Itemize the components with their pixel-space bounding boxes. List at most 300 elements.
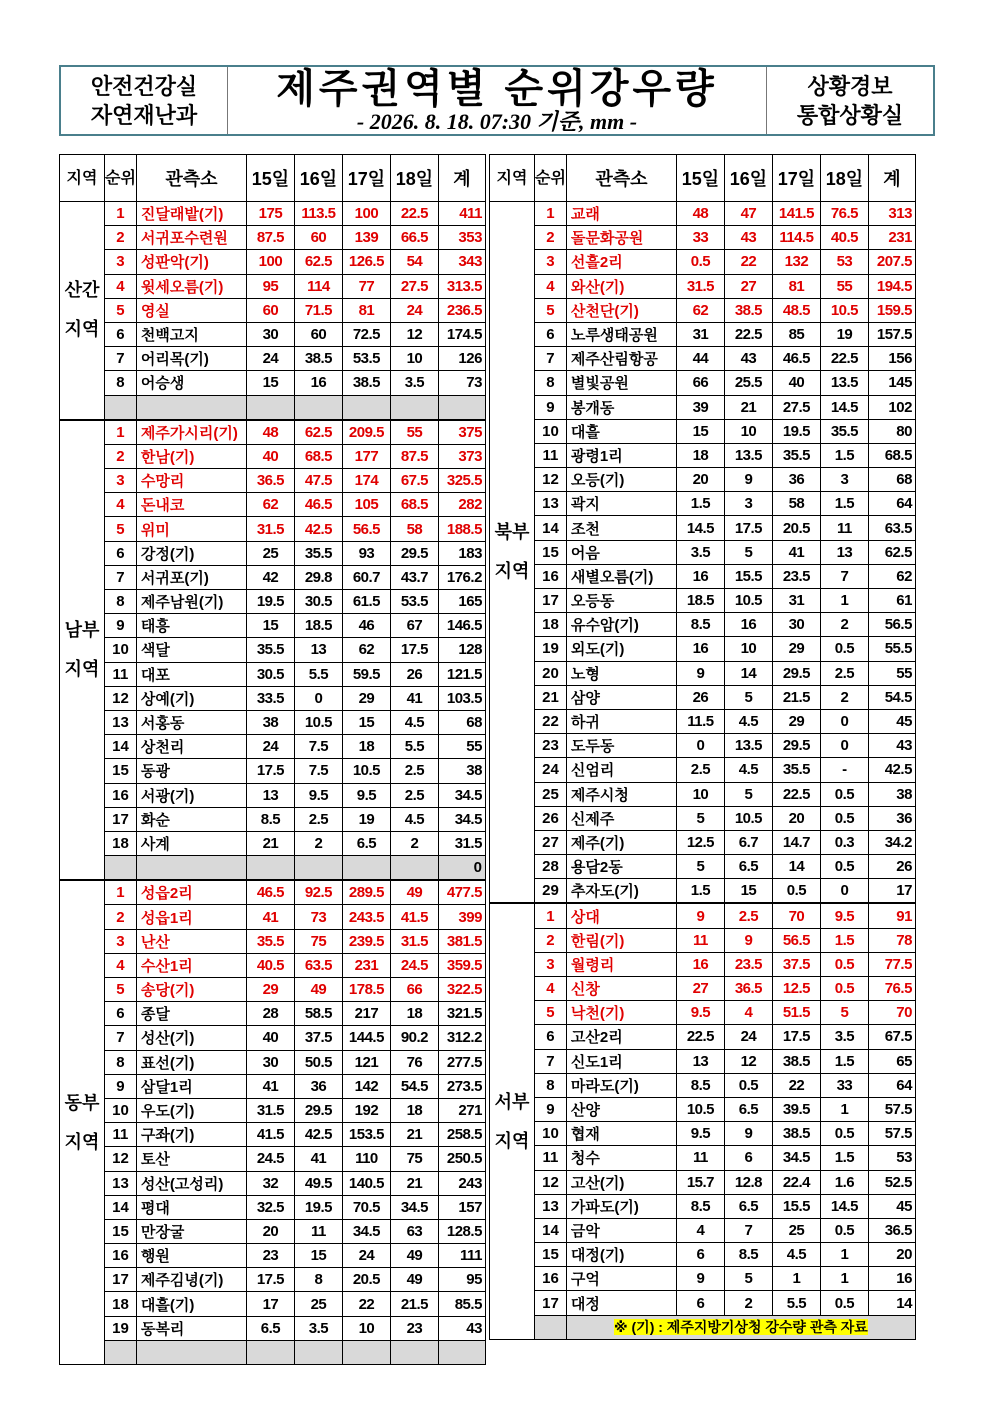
table-row [490, 371, 916, 395]
table-row [60, 807, 486, 831]
station-name: 월령리 [566, 952, 676, 976]
station-name: 가파도(기) [566, 1194, 676, 1218]
station-name: 대정 [566, 1291, 676, 1315]
table-row [60, 1098, 486, 1122]
day18-value: 54 [390, 250, 438, 274]
table-row [60, 978, 486, 1002]
rank-cell: 1 [535, 903, 567, 928]
station-name: 영실 [136, 298, 246, 322]
day18-value: 2.5 [820, 661, 868, 685]
day17-value: 46.5 [772, 347, 820, 371]
station-name: 곽지 [566, 492, 676, 516]
total-value: 38 [438, 759, 485, 783]
day17-value: 77 [342, 274, 390, 298]
station-name: 성산(기) [136, 1026, 246, 1050]
day15-value: 9 [676, 903, 724, 928]
day18-value: 0.3 [820, 830, 868, 854]
station-name: 신도1리 [566, 1049, 676, 1073]
day16-value: 9.5 [294, 783, 342, 807]
blank-cell [294, 856, 342, 881]
table-row [490, 1146, 916, 1170]
day17-value: 100 [342, 202, 390, 226]
blank-cell [342, 395, 390, 420]
total-value: 103.5 [438, 686, 485, 710]
day16-value: 10 [724, 637, 772, 661]
blank-cell [294, 1340, 342, 1364]
total-value: 36 [868, 806, 915, 830]
rank-cell: 17 [105, 807, 137, 831]
total-value: 250.5 [438, 1147, 485, 1171]
rank-cell: 2 [105, 444, 137, 468]
day18-value: 18 [390, 1002, 438, 1026]
station-name: 조천 [566, 516, 676, 540]
station-name: 제주(기) [566, 830, 676, 854]
day15-value: 41 [246, 1074, 294, 1098]
day17-value: 29.5 [772, 734, 820, 758]
day17-value: 17.5 [772, 1025, 820, 1049]
rank-cell: 29 [535, 879, 567, 904]
table-row [60, 831, 486, 855]
day18-value: 12 [390, 322, 438, 346]
day16-value: 10 [724, 419, 772, 443]
rank-cell: 16 [535, 564, 567, 588]
day15-value: 32 [246, 1171, 294, 1195]
day18-value: 1.5 [820, 492, 868, 516]
day16-value: 7.5 [294, 759, 342, 783]
day17-value: 70.5 [342, 1195, 390, 1219]
day18-value: 1.6 [820, 1170, 868, 1194]
day16-value: 11 [294, 1219, 342, 1243]
day18-value: 0 [820, 709, 868, 733]
total-value: 273.5 [438, 1074, 485, 1098]
day17-value: 56.5 [772, 928, 820, 952]
station-name: 대포 [136, 662, 246, 686]
day15-value: 5 [676, 855, 724, 879]
day18-value: 33 [820, 1073, 868, 1097]
day15-value: 60 [246, 298, 294, 322]
day15-value: 44 [676, 347, 724, 371]
station-name: 돌문화공원 [566, 226, 676, 250]
day17-value: 35.5 [772, 443, 820, 467]
station-name: 태흥 [136, 614, 246, 638]
day16-value: 75 [294, 929, 342, 953]
total-value: 194.5 [868, 274, 915, 298]
table-row [490, 1218, 916, 1242]
day15-value: 42 [246, 565, 294, 589]
station-name: 와산(기) [566, 274, 676, 298]
day17-value: 36 [772, 468, 820, 492]
day15-value: 46.5 [246, 880, 294, 905]
day15-value: 48 [246, 420, 294, 445]
table-row [60, 298, 486, 322]
blank-cell [342, 1340, 390, 1364]
rank-cell: 5 [535, 1001, 567, 1025]
day18-value: 21.5 [390, 1292, 438, 1316]
day17-value: 22.4 [772, 1170, 820, 1194]
day16-value: 49 [294, 978, 342, 1002]
total-value: 146.5 [438, 614, 485, 638]
day17-value: 29 [772, 637, 820, 661]
day17-value: 177 [342, 444, 390, 468]
day18-value: 67.5 [390, 469, 438, 493]
total-value: 353 [438, 226, 485, 250]
blank-row [60, 1340, 486, 1364]
day17-value: 178.5 [342, 978, 390, 1002]
day17-value: 70 [772, 903, 820, 928]
rank-cell: 5 [105, 517, 137, 541]
station-name: 고산(기) [566, 1170, 676, 1194]
day18-value: 43.7 [390, 565, 438, 589]
day16-value: 5 [724, 540, 772, 564]
day17-value: 10 [342, 1316, 390, 1340]
total-value: 231 [868, 226, 915, 250]
day16-value: 29.5 [294, 1098, 342, 1122]
dept-line-2: 자연재난과 [90, 102, 198, 128]
day16-value: 8 [294, 1268, 342, 1292]
header-row [60, 155, 486, 202]
total-value: 17 [868, 879, 915, 904]
table-row [490, 734, 916, 758]
total-value: 375 [438, 420, 485, 445]
total-value: 0 [438, 856, 485, 881]
day15-value: 18 [676, 443, 724, 467]
table-row [490, 226, 916, 250]
day16-value: 60 [294, 226, 342, 250]
blank-row [60, 395, 486, 420]
day15-value: 26 [676, 685, 724, 709]
rank-cell: 15 [535, 540, 567, 564]
total-value: 42.5 [868, 758, 915, 782]
day15-value: 15 [246, 614, 294, 638]
day18-value: 34.5 [390, 1195, 438, 1219]
table-row [60, 953, 486, 977]
rank-cell: 11 [535, 443, 567, 467]
day16-value: 29.8 [294, 565, 342, 589]
total-value: 145 [868, 371, 915, 395]
day18-value: 68.5 [390, 493, 438, 517]
rank-cell: 15 [105, 1219, 137, 1243]
day15-value: 20 [676, 468, 724, 492]
table-row [490, 564, 916, 588]
left-rainfall-table [59, 154, 486, 1365]
column-header: 순위 [105, 155, 137, 202]
rank-cell: 19 [535, 637, 567, 661]
day17-value: 4.5 [772, 1243, 820, 1267]
station-name: 산양 [566, 1097, 676, 1121]
day16-value: 63.5 [294, 953, 342, 977]
day16-value: 37.5 [294, 1026, 342, 1050]
day15-value: 6 [676, 1291, 724, 1315]
day18-value: 2 [820, 613, 868, 637]
day15-value: 20 [246, 1219, 294, 1243]
table-row [60, 274, 486, 298]
day18-value: 0.5 [820, 977, 868, 1001]
day17-value: 58 [772, 492, 820, 516]
rank-cell: 18 [105, 831, 137, 855]
station-name: 대흘 [566, 419, 676, 443]
station-name: 동광 [136, 759, 246, 783]
total-value: 34.2 [868, 830, 915, 854]
day15-value: 10.5 [676, 1097, 724, 1121]
rank-cell: 10 [105, 1098, 137, 1122]
day17-value: 209.5 [342, 420, 390, 445]
day15-value: 16 [676, 564, 724, 588]
day16-value: 15 [294, 1244, 342, 1268]
rank-cell: 9 [105, 614, 137, 638]
right-rainfall-table [489, 154, 916, 1340]
day15-value: 13 [676, 1049, 724, 1073]
rank-cell: 13 [535, 492, 567, 516]
day16-value: 2.5 [724, 903, 772, 928]
day16-value: 36.5 [724, 977, 772, 1001]
day17-value: 15.5 [772, 1194, 820, 1218]
day16-value: 10.5 [724, 589, 772, 613]
rank-cell: 26 [535, 806, 567, 830]
day15-value: 8.5 [676, 1073, 724, 1097]
day17-value: 41 [772, 540, 820, 564]
day17-value: 20.5 [342, 1268, 390, 1292]
day17-value: 217 [342, 1002, 390, 1026]
table-row [490, 879, 916, 904]
table-row [490, 637, 916, 661]
table-row [490, 928, 916, 952]
day18-value: 54.5 [390, 1074, 438, 1098]
station-name: 제주가시리(기) [136, 420, 246, 445]
table-row [60, 1123, 486, 1147]
station-name: 성산(고성리) [136, 1171, 246, 1195]
blank-cell [438, 1340, 485, 1364]
total-value: 373 [438, 444, 485, 468]
day15-value: 8.5 [246, 807, 294, 831]
day17-value: 231 [342, 953, 390, 977]
day17-value: 19.5 [772, 419, 820, 443]
day18-value: 4.5 [390, 807, 438, 831]
blank-cell [105, 1340, 137, 1364]
table-row [490, 782, 916, 806]
table-row [60, 202, 486, 226]
day15-value: 100 [246, 250, 294, 274]
day16-value: 3.5 [294, 1316, 342, 1340]
day15-value: 22.5 [676, 1025, 724, 1049]
day18-value: 58 [390, 517, 438, 541]
total-value: 16 [868, 1267, 915, 1291]
rank-cell: 3 [535, 952, 567, 976]
day17-value: 85 [772, 322, 820, 346]
day16-value: 38.5 [724, 298, 772, 322]
day15-value: 31 [676, 322, 724, 346]
table-row [60, 444, 486, 468]
day17-value: 239.5 [342, 929, 390, 953]
day15-value: 24 [246, 735, 294, 759]
day18-value: 22.5 [820, 347, 868, 371]
day18-value: 27.5 [390, 274, 438, 298]
total-value: 359.5 [438, 953, 485, 977]
day16-value: 36 [294, 1074, 342, 1098]
day18-value: 2.5 [390, 783, 438, 807]
total-value: 73 [438, 371, 485, 395]
station-name: 봉개동 [566, 395, 676, 419]
day16-value: 17.5 [724, 516, 772, 540]
day15-value: 25 [246, 541, 294, 565]
day17-value: 25 [772, 1218, 820, 1242]
rank-cell: 6 [105, 322, 137, 346]
rank-cell: 2 [535, 226, 567, 250]
total-value: 56.5 [868, 613, 915, 637]
station-name: 제주김녕(기) [136, 1268, 246, 1292]
table-row [60, 517, 486, 541]
dept-line-1: 안전건강실 [90, 73, 198, 99]
day17-value: 29.5 [772, 661, 820, 685]
day18-value: 0 [820, 734, 868, 758]
table-row [60, 322, 486, 346]
day15-value: 36.5 [246, 469, 294, 493]
day18-value: 49 [390, 1268, 438, 1292]
total-value: 45 [868, 709, 915, 733]
rank-cell: 13 [105, 1171, 137, 1195]
day17-value: 9.5 [342, 783, 390, 807]
total-value: 399 [438, 905, 485, 929]
station-name: 신제주 [566, 806, 676, 830]
table-row [490, 419, 916, 443]
day18-value: 13 [820, 540, 868, 564]
day16-value: 50.5 [294, 1050, 342, 1074]
day17-value: 153.5 [342, 1123, 390, 1147]
day16-value: 4.5 [724, 758, 772, 782]
day16-value: 13 [294, 638, 342, 662]
day18-value: 0.5 [820, 806, 868, 830]
column-header: 지역 [60, 155, 105, 202]
day18-value: 0.5 [820, 952, 868, 976]
day16-value: 35.5 [294, 541, 342, 565]
station-name: 새별오름(기) [566, 564, 676, 588]
day18-value: 0.5 [820, 782, 868, 806]
day15-value: 38 [246, 710, 294, 734]
total-value: 277.5 [438, 1050, 485, 1074]
day18-value: - [820, 758, 868, 782]
table-row [60, 1292, 486, 1316]
blank-row [60, 856, 486, 881]
day16-value: 0 [294, 686, 342, 710]
day15-value: 18.5 [676, 589, 724, 613]
rank-cell: 5 [105, 298, 137, 322]
blank-cell [390, 1340, 438, 1364]
day17-value: 110 [342, 1147, 390, 1171]
day17-value: 59.5 [342, 662, 390, 686]
day17-value: 30 [772, 613, 820, 637]
day16-value: 0.5 [724, 1073, 772, 1097]
day16-value: 2.5 [294, 807, 342, 831]
day16-value: 46.5 [294, 493, 342, 517]
total-value: 174.5 [438, 322, 485, 346]
day18-value: 41.5 [390, 905, 438, 929]
day15-value: 9.5 [676, 1122, 724, 1146]
day17-value: 141.5 [772, 202, 820, 226]
day15-value: 19.5 [246, 590, 294, 614]
total-value: 65 [868, 1049, 915, 1073]
station-name: 제주산림항공 [566, 347, 676, 371]
day15-value: 40.5 [246, 953, 294, 977]
day16-value: 114 [294, 274, 342, 298]
day17-value: 38.5 [772, 1122, 820, 1146]
total-value: 157.5 [868, 322, 915, 346]
rank-cell: 17 [535, 589, 567, 613]
column-header: 관측소 [566, 155, 676, 202]
day17-value: 18 [342, 735, 390, 759]
rank-cell: 12 [535, 1170, 567, 1194]
total-value: 271 [438, 1098, 485, 1122]
day15-value: 8.5 [676, 613, 724, 637]
day15-value: 1.5 [676, 879, 724, 904]
day16-value: 4 [724, 1001, 772, 1025]
day16-value: 5.5 [294, 662, 342, 686]
station-name: 토산 [136, 1147, 246, 1171]
day16-value: 13.5 [724, 443, 772, 467]
day17-value: 39.5 [772, 1097, 820, 1121]
total-value: 34.5 [438, 783, 485, 807]
day16-value: 62.5 [294, 250, 342, 274]
column-header: 관측소 [136, 155, 246, 202]
total-value: 57.5 [868, 1097, 915, 1121]
day18-value: 21 [390, 1123, 438, 1147]
day17-value: 144.5 [342, 1026, 390, 1050]
total-value: 91 [868, 903, 915, 928]
table-row [490, 492, 916, 516]
day17-value: 15 [342, 710, 390, 734]
total-value: 188.5 [438, 517, 485, 541]
day18-value: 49 [390, 880, 438, 905]
header-title-block [227, 67, 767, 134]
total-value: 156 [868, 347, 915, 371]
table-row [490, 952, 916, 976]
day18-value: 1.5 [820, 1049, 868, 1073]
blank-cell [105, 395, 137, 420]
day17-value: 62 [342, 638, 390, 662]
day17-value: 38.5 [772, 1049, 820, 1073]
station-name: 낙천(기) [566, 1001, 676, 1025]
total-value: 14 [868, 1291, 915, 1315]
table-row [60, 1050, 486, 1074]
station-name: 서홍동 [136, 710, 246, 734]
total-value: 157 [438, 1195, 485, 1219]
table-row [60, 1219, 486, 1243]
day16-value: 71.5 [294, 298, 342, 322]
station-name: 성읍1리 [136, 905, 246, 929]
day17-value: 132 [772, 250, 820, 274]
day18-value: 1 [820, 1097, 868, 1121]
rank-cell: 4 [535, 977, 567, 1001]
day18-value: 5.5 [390, 735, 438, 759]
day16-value: 10.5 [294, 710, 342, 734]
rank-cell: 17 [535, 1291, 567, 1315]
rank-cell: 3 [535, 250, 567, 274]
station-name: 어리목(기) [136, 347, 246, 371]
day15-value: 11.5 [676, 709, 724, 733]
rank-cell: 7 [105, 565, 137, 589]
rank-cell: 10 [105, 638, 137, 662]
day15-value: 27 [676, 977, 724, 1001]
total-value: 381.5 [438, 929, 485, 953]
day17-value: 56.5 [342, 517, 390, 541]
station-name: 상대 [566, 903, 676, 928]
day18-value: 49 [390, 1244, 438, 1268]
region-label: 동부지역 [60, 880, 105, 1364]
day17-value: 243.5 [342, 905, 390, 929]
rank-cell: 7 [535, 347, 567, 371]
rank-cell: 17 [105, 1268, 137, 1292]
table-row [490, 202, 916, 226]
note-cell [566, 1315, 915, 1339]
day15-value: 41 [246, 905, 294, 929]
